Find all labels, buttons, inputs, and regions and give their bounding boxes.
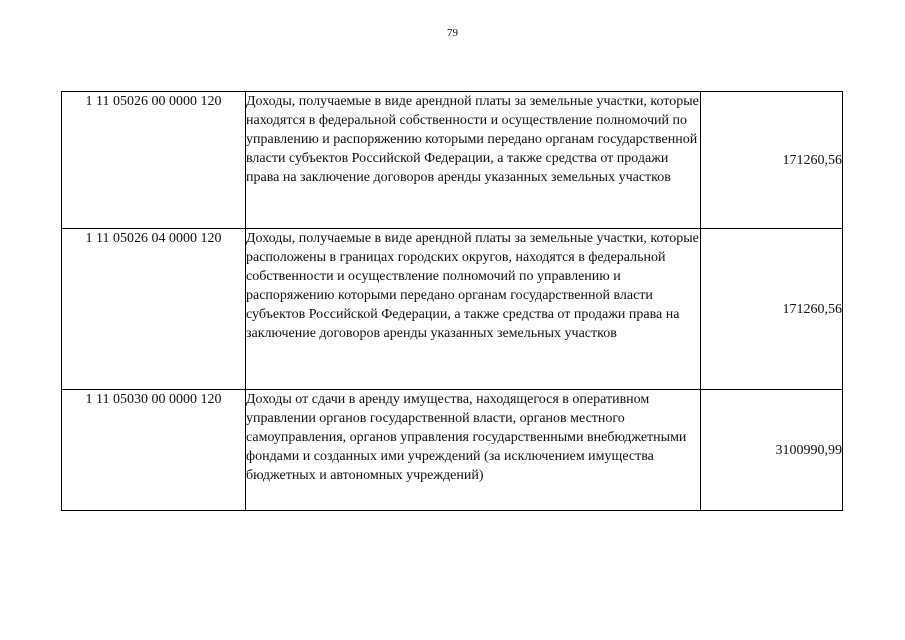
table-row bbox=[62, 229, 843, 390]
income-description-cell: Доходы от сдачи в аренду имущества, находящегося в оперативном управлении органов государственной власти, органов местного самоуправления, органов управления государственными внебюджетными фондами и созданных ими учреждений (за исключением имущества бюджетных и автономных учреждений) bbox=[246, 390, 701, 511]
table-row bbox=[62, 92, 843, 229]
income-amount-cell: 3100990,99 bbox=[701, 390, 843, 511]
income-amount-cell: 171260,56 bbox=[701, 229, 843, 390]
income-code-cell: 1 11 05026 04 0000 120 bbox=[62, 229, 246, 390]
income-description-cell: Доходы, получаемые в виде арендной платы за земельные участки, которые находятся в федеральной собственности и осуществление полномочий по управлению и распоряжению которыми передано органам государственной власти субъектов Российской Федерации, а также средства от продажи права на заключение договоров аренды указанных земельных участков bbox=[246, 92, 701, 229]
budget-income-table bbox=[61, 91, 843, 511]
income-amount-cell: 171260,56 bbox=[701, 92, 843, 229]
income-description-cell: Доходы, получаемые в виде арендной платы за земельные участки, которые расположены в границах городских округов, находятся в федеральной собственности и осуществление полномочий по управлению и распоряжению которыми передано органам государственной власти субъектов Российской Федерации, а также средства от продажи права на заключение договоров аренды указанных земельных участков bbox=[246, 229, 701, 390]
table-row bbox=[62, 390, 843, 511]
income-code-cell: 1 11 05026 00 0000 120 bbox=[62, 92, 246, 229]
income-code-cell: 1 11 05030 00 0000 120 bbox=[62, 390, 246, 511]
page-number: 79 bbox=[447, 27, 458, 39]
